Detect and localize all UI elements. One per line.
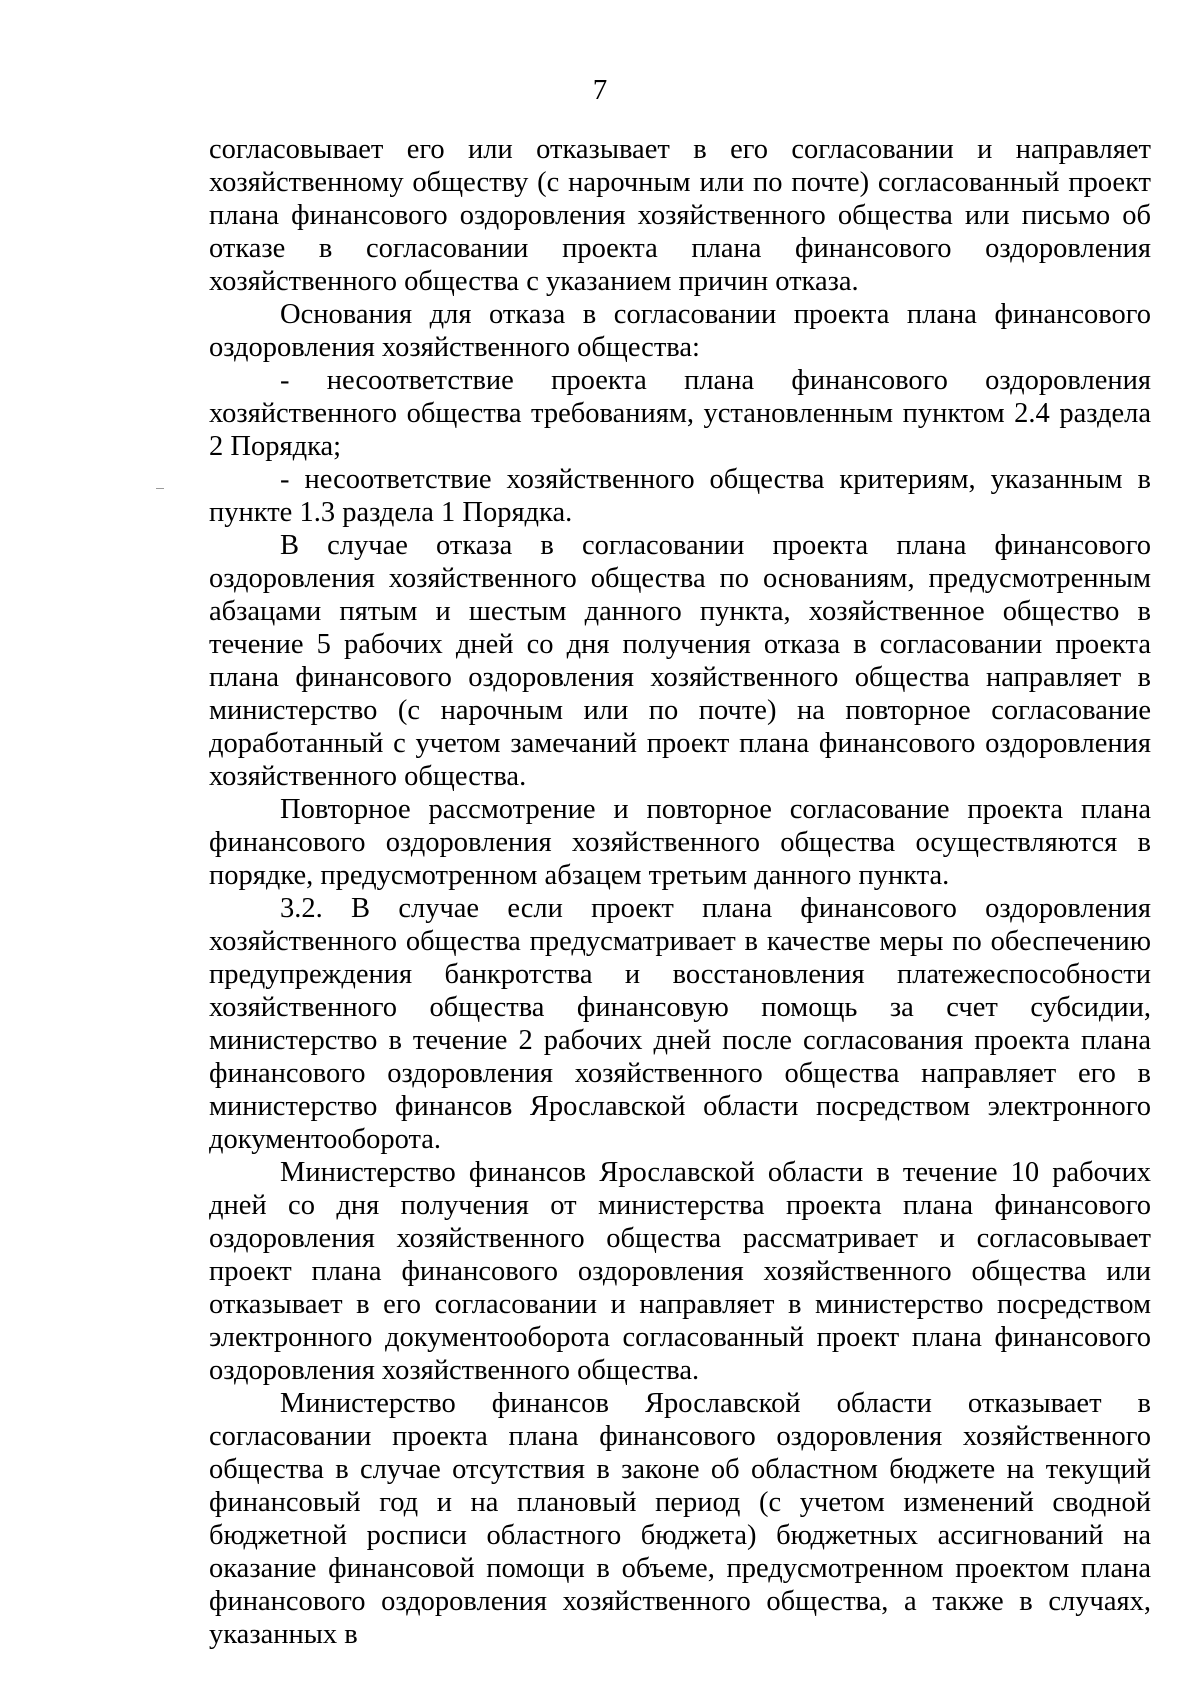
paragraph-refusal-ground-criteria: - несоответствие хозяйственного общества критериям, указанным в пункте 1.3 раздела 1 Порядка. [209, 464, 1151, 528]
paragraph-refusal-grounds-intro: Основания для отказа в согласовании проекта плана финансового оздоровления хозяйственного общества: [209, 299, 1151, 363]
paragraph-refusal-ground-requirements: - несоответствие проекта плана финансового оздоровления хозяйственного общества требованиям, установленным пунктом 2.4 раздела 2 Порядка; [209, 365, 1151, 462]
paragraph-finance-ministry-review: Министерство финансов Ярославской области в течение 10 рабочих дней со дня получения от министерства проекта плана финансового оздоровления хозяйственного общества рассматривает и согласовывает проект плана финансового оздоровления хозяйственного общества или отказывает в его согласовании и направляет в министерство посредством электронного документооборота согласованный проект плана финансового оздоровления хозяйственного общества. [209, 1157, 1151, 1386]
margin-mark [156, 488, 164, 489]
paragraph-section-3-2: 3.2. В случае если проект плана финансового оздоровления хозяйственного общества предусматривает в качестве меры по обеспечению предупреждения банкротства и восстановления платежеспособности хозяйственного общества финансовую помощь за счет субсидии, министерство в течение 2 рабочих дней после согласования проекта плана финансового оздоровления хозяйственного общества направляет его в министерство финансов Ярославской области посредством электронного документооборота. [209, 893, 1151, 1155]
paragraph-approval-response: согласовывает его или отказывает в его согласовании и направляет хозяйственному обществу (с нарочным или по почте) согласованный проект плана финансового оздоровления хозяйственного общества или письмо об отказе в согласовании проекта плана финансового оздоровления хозяйственного общества с указанием причин отказа. [209, 134, 1151, 297]
page-number: 7 [592, 74, 608, 106]
paragraph-repeat-review: Повторное рассмотрение и повторное согласование проекта плана финансового оздоровления хозяйственного общества осуществляются в порядке, предусмотренном абзацем третьим данного пункта. [209, 794, 1151, 891]
paragraph-resubmission: В случае отказа в согласовании проекта плана финансового оздоровления хозяйственного общества по основаниям, предусмотренным абзацами пятым и шестым данного пункта, хозяйственное общество в течение 5 рабочих дней со дня получения отказа в согласовании проекта плана финансового оздоровления хозяйственного общества направляет в министерство (с нарочным или по почте) на повторное согласование доработанный с учетом замечаний проект плана финансового оздоровления хозяйственного общества. [209, 530, 1151, 792]
document-body [209, 133, 1151, 1651]
paragraph-finance-ministry-refusal: Министерство финансов Ярославской области отказывает в согласовании проекта плана финансового оздоровления хозяйственного общества в случае отсутствия в законе об областном бюджете на текущий финансовый год и на плановый период (с учетом изменений сводной бюджетной росписи областного бюджета) бюджетных ассигнований на оказание финансовой помощи в объеме, предусмотренном проектом плана финансового оздоровления хозяйственного общества, а также в случаях, указанных в [209, 1388, 1151, 1650]
